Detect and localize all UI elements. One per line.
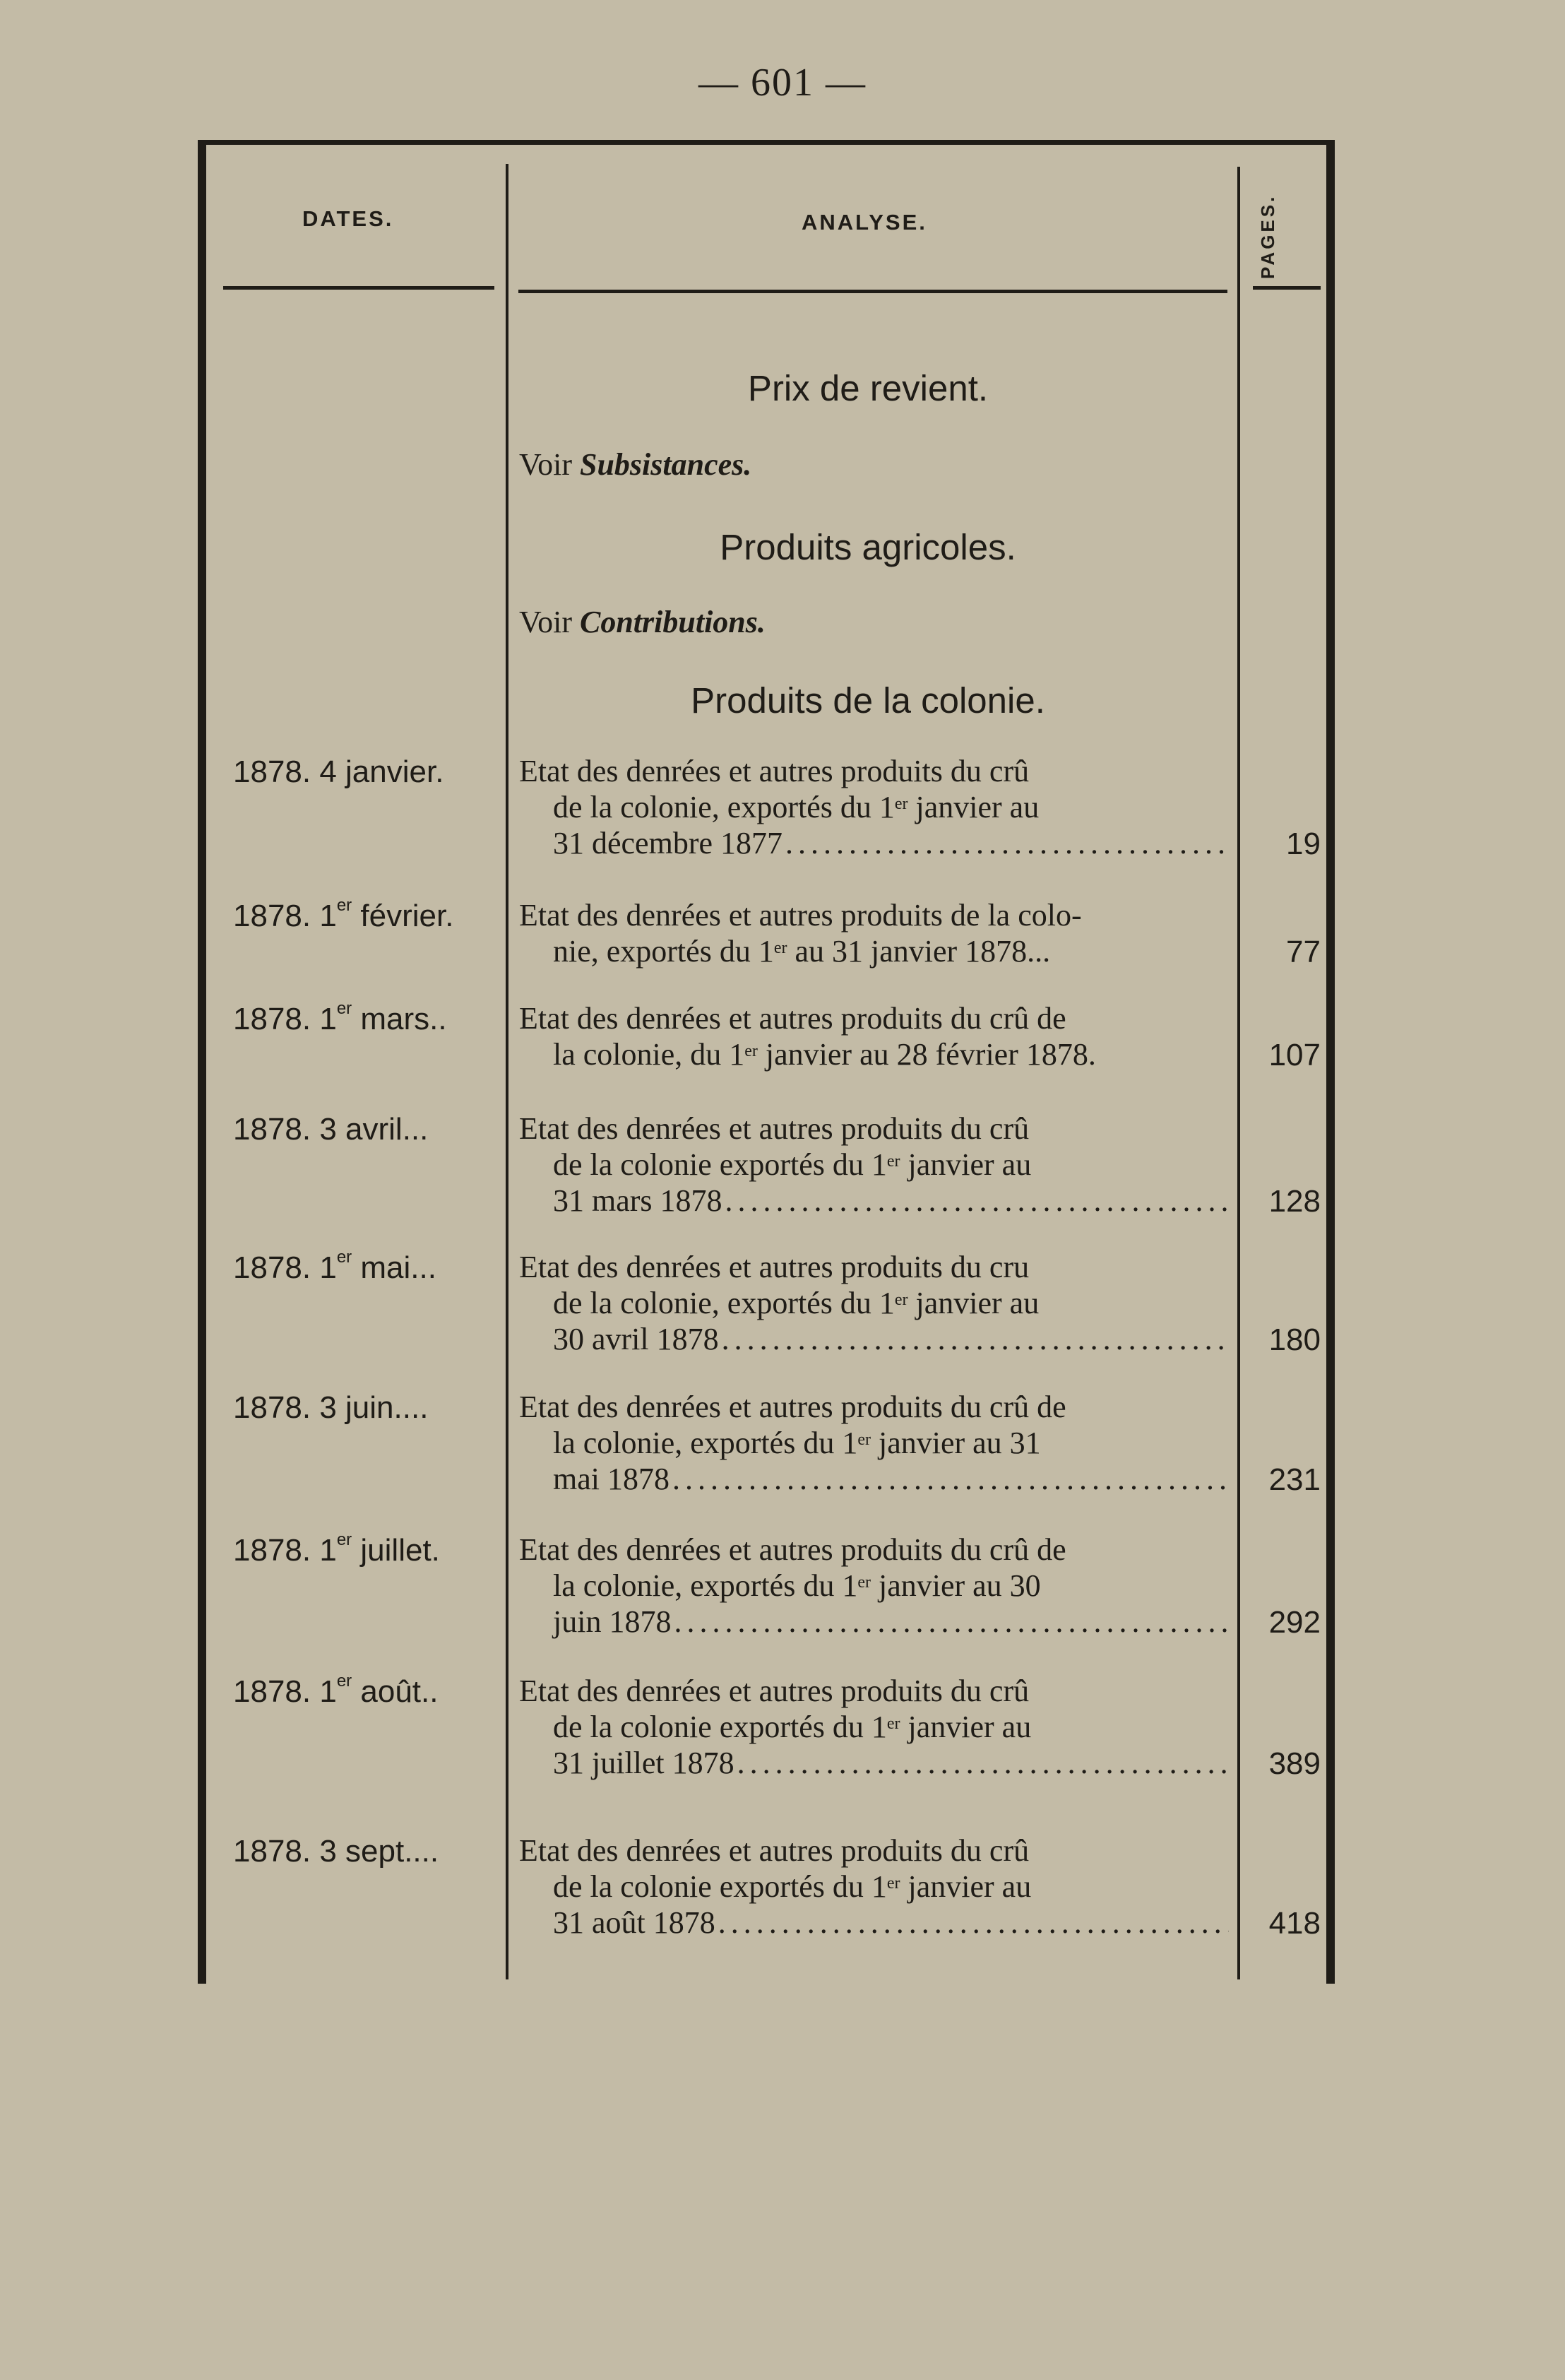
- entry-date: 1878. 1er juillet.: [233, 1530, 440, 1568]
- column-divider-dates: [506, 164, 508, 1979]
- entry-line: Etat des denrées et autres produits du crû: [519, 1674, 1030, 1708]
- entry-analyse: [519, 1000, 1229, 1072]
- entry-line: Etat des denrées et autres produits du crû: [519, 754, 1030, 788]
- entry-line: Etat des denrées et autres produits du cru: [519, 1250, 1030, 1284]
- entry-line: de la colonie, exportés du 1er janvier au: [553, 1286, 1040, 1320]
- entry-date: 1878. 3 sept....: [233, 1834, 439, 1869]
- entry-page: 231: [1268, 1462, 1321, 1497]
- header-rule-dates: [223, 286, 494, 290]
- entry-page: 418: [1268, 1906, 1321, 1941]
- entry-line: nie, exportés du 1er au 31 janvier 1878...: [553, 934, 1051, 969]
- entry-analyse: [519, 1111, 1229, 1219]
- entry-line: juin 1878 . . .: [519, 1604, 1229, 1640]
- entry-analyse: [519, 897, 1229, 969]
- entry-date: 1878. 1er février.: [233, 896, 454, 933]
- entry-date: 1878. 1er août..: [233, 1671, 439, 1709]
- entry-line: 31 août 1878 . . .: [519, 1905, 1229, 1941]
- entry-line: 31 juillet 1878 . . .: [519, 1745, 1229, 1781]
- column-header-analyse: ANALYSE.: [802, 210, 927, 235]
- header-rule-analyse: [518, 290, 1227, 293]
- entry-line: Etat des denrées et autres produits du crû: [519, 1833, 1030, 1868]
- entry-page: 389: [1268, 1746, 1321, 1781]
- entry-date: 1878. 1er mars..: [233, 999, 447, 1036]
- entry-line: la colonie, du 1er janvier au 28 février 1878.: [553, 1037, 1096, 1072]
- entry-page: 180: [1268, 1322, 1321, 1357]
- entry-date: 1878. 3 avril...: [233, 1112, 429, 1147]
- column-header-pages: PAGES.: [1257, 194, 1278, 279]
- column-divider-pages: [1237, 167, 1240, 1979]
- entry-line: 31 mars 1878 . . .: [519, 1183, 1229, 1219]
- entry-line: mai 1878 . . .: [519, 1461, 1229, 1497]
- entry-date: 1878. 3 juin....: [233, 1390, 429, 1425]
- entry-line: de la colonie exportés du 1er janvier au: [553, 1147, 1032, 1182]
- entry-line: Etat des denrées et autres produits du crû de: [519, 1001, 1066, 1036]
- entry-analyse: [519, 1249, 1229, 1357]
- entry-line: 31 décembre 1877 . . .: [519, 825, 1229, 861]
- entry-analyse: [519, 1532, 1229, 1640]
- entry-line: Etat des denrées et autres produits de la colo-: [519, 898, 1082, 933]
- entry-line: de la colonie exportés du 1er janvier au: [553, 1869, 1032, 1904]
- entry-page: 77: [1286, 935, 1321, 969]
- entry-page: 128: [1268, 1184, 1321, 1219]
- entry-analyse: [519, 1833, 1229, 1941]
- see-also: Voir Contributions.: [519, 605, 766, 639]
- header-rule-pages: [1253, 286, 1321, 290]
- entry-line: Etat des denrées et autres produits du crû: [519, 1111, 1030, 1146]
- entry-page: 19: [1286, 827, 1321, 861]
- entry-line: de la colonie exportés du 1er janvier au: [553, 1710, 1032, 1744]
- entry-line: la colonie, exportés du 1er janvier au 31: [553, 1426, 1041, 1460]
- column-header-dates: DATES.: [302, 206, 394, 231]
- entry-page: 292: [1268, 1605, 1321, 1640]
- entry-date: 1878. 4 janvier.: [233, 754, 444, 789]
- section-title: Produits de la colonie.: [691, 680, 1045, 721]
- entry-line: 30 avril 1878 . . .: [519, 1321, 1229, 1357]
- section-title: Prix de revient.: [747, 368, 989, 408]
- entry-page: 107: [1268, 1038, 1321, 1072]
- section-title: Produits agricoles.: [720, 527, 1016, 567]
- entry-analyse: [519, 1389, 1229, 1497]
- page-number: — 601 —: [698, 61, 867, 105]
- entry-analyse: [519, 753, 1229, 861]
- entry-analyse: [519, 1673, 1229, 1781]
- entry-line: Etat des denrées et autres produits du crû de: [519, 1390, 1066, 1424]
- entry-line: Etat des denrées et autres produits du crû de: [519, 1532, 1066, 1567]
- entry-date: 1878. 1er mai...: [233, 1248, 436, 1285]
- entry-line: la colonie, exportés du 1er janvier au 30: [553, 1568, 1041, 1603]
- see-also: Voir Subsistances.: [519, 447, 752, 482]
- entry-line: de la colonie, exportés du 1er janvier au: [553, 790, 1040, 824]
